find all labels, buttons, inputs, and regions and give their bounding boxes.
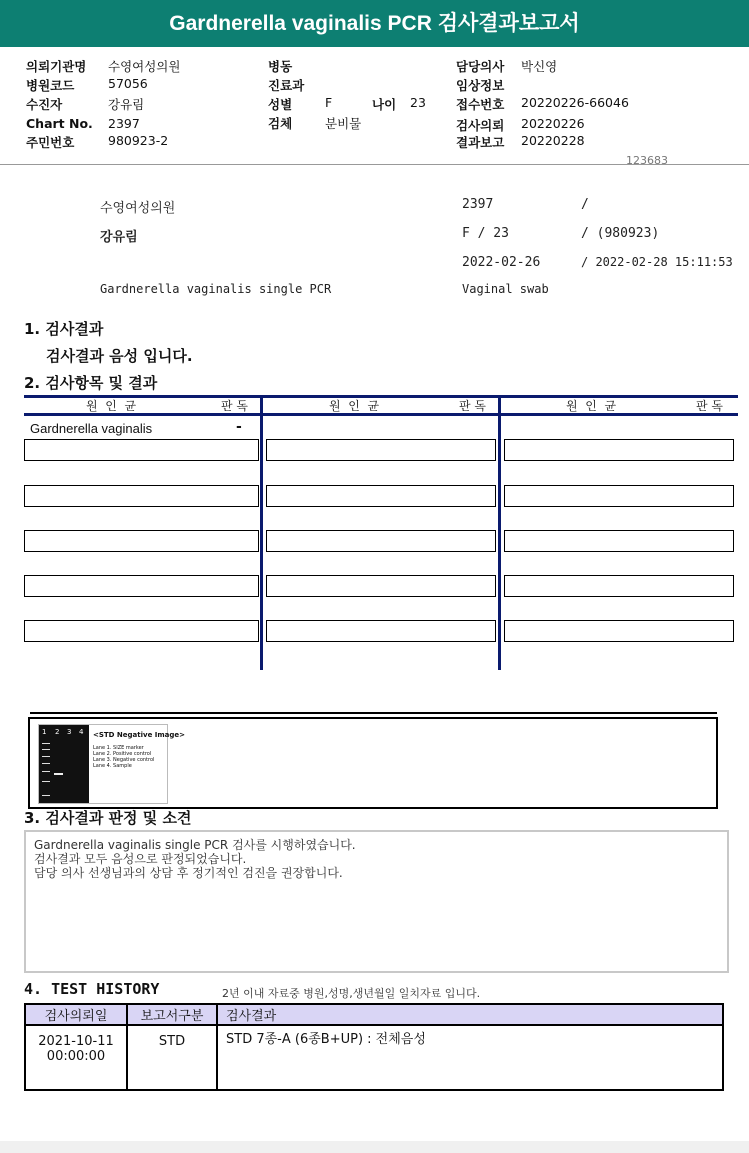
patient-slash: / <box>581 197 589 212</box>
history-type: STD <box>127 1025 217 1090</box>
header-hospital-code: 병원코드 <box>26 78 75 93</box>
col-header-reading-1: 판 독 <box>221 399 248 413</box>
section2-heading: 2. 검사항목 및 결과 <box>24 374 158 392</box>
header-request-date: 검사의뢰 <box>456 118 505 133</box>
table-divider-1 <box>260 395 263 670</box>
history-col-type: 보고서구분 <box>127 1004 217 1025</box>
patient-specimen: Vaginal swab <box>462 282 549 296</box>
result-box <box>24 620 259 642</box>
history-note: 2년 이내 자료중 병원,성명,생년월일 일치자료 입니다. <box>222 987 481 1000</box>
opinion-line: Gardnerella vaginalis single PCR 검사를 시행하였습니다. <box>34 838 356 852</box>
marker-band <box>42 763 50 764</box>
header-specimen: 검체 <box>268 116 293 131</box>
result-box <box>266 575 496 597</box>
result-box <box>504 439 734 461</box>
result-box <box>504 575 734 597</box>
result-box <box>266 439 496 461</box>
gel-lanes <box>39 725 89 803</box>
patient-test-name: Gardnerella vaginalis single PCR <box>100 282 332 296</box>
pathogen-item: Gardnerella vaginalis <box>30 421 153 436</box>
report-title: Gardnerella vaginalis PCR 검사결과보고서 <box>0 0 749 47</box>
section1-heading: 1. 검사결과 <box>24 320 104 338</box>
patient-request-date: 2022-02-26 <box>462 255 541 270</box>
lane-number: 2 <box>55 728 60 736</box>
result-box <box>504 485 734 507</box>
gel-image <box>38 724 186 804</box>
patient-chart: 2397 <box>462 197 494 212</box>
header-receipt-no: 접수번호 <box>456 97 505 112</box>
result-box <box>24 575 259 597</box>
patient-clinic: 수영여성의원 <box>100 201 176 216</box>
col-header-pathogen-1: 원 인 균 <box>86 399 137 413</box>
result-box <box>24 439 259 461</box>
marker-band <box>42 749 50 750</box>
opinion-box <box>24 830 729 973</box>
history-header-row <box>25 1004 723 1025</box>
history-table <box>24 1003 724 1091</box>
header-resident-no-value: 980923-2 <box>108 133 169 148</box>
header-doctor: 담당의사 <box>456 59 505 74</box>
marker-band <box>42 743 50 744</box>
gel-top-rule <box>30 712 717 714</box>
header-report-date-value: 20220228 <box>521 133 585 148</box>
header-patient-value: 강유림 <box>108 97 145 112</box>
section1-result: 검사결과 음성 입니다. <box>46 347 193 365</box>
header-clinic-value: 수영여성의원 <box>108 59 181 74</box>
table-divider-2 <box>498 395 501 670</box>
history-date: 2021-10-11 <box>38 1034 114 1049</box>
col-header-pathogen-3: 원 인 균 <box>566 399 617 413</box>
result-box <box>504 530 734 552</box>
opinion-line: 담당 의사 선생님과의 상담 후 정기적인 검진을 권장합니다. <box>34 866 343 880</box>
header-chart-no: Chart No. <box>26 116 93 131</box>
lane-number: 1 <box>42 728 47 736</box>
marker-band <box>42 756 50 757</box>
header-ward: 병동 <box>268 59 293 74</box>
marker-band <box>42 781 50 782</box>
patient-name: 강유림 <box>100 230 138 245</box>
partial-text: 123683 <box>626 154 668 167</box>
header-report-date: 결과보고 <box>456 135 505 150</box>
header-sex-value: F <box>325 95 333 110</box>
positive-band <box>54 773 63 775</box>
gel-legend-line: Lane 3. Negative control <box>93 757 155 763</box>
patient-report-datetime: / 2022-02-28 15:11:53 <box>581 255 733 269</box>
gel-legend-line: Lane 4. Sample <box>93 763 132 769</box>
patient-birth: / (980923) <box>581 226 660 241</box>
header-specimen-value: 분비물 <box>325 116 362 131</box>
patient-sex-age: F / 23 <box>462 226 509 241</box>
history-row <box>25 1025 723 1090</box>
history-col-date: 검사의뢰일 <box>25 1004 127 1025</box>
section4-heading: 4. TEST HISTORY <box>24 980 160 998</box>
header-age-value: 23 <box>410 95 426 110</box>
result-box <box>266 530 496 552</box>
gel-title: <STD Negative Image> <box>93 731 186 739</box>
col-header-reading-2: 판 독 <box>459 399 486 413</box>
header-age: 나이 <box>372 97 397 112</box>
result-box <box>24 485 259 507</box>
opinion-line: 검사결과 모두 음성으로 판정되었습니다. <box>34 852 247 866</box>
lane-number: 4 <box>79 728 84 736</box>
header-patient: 수진자 <box>26 97 63 112</box>
marker-band <box>42 771 50 772</box>
gel-legend-line: Lane 1. SIZE marker <box>93 745 144 751</box>
header-hospital-code-value: 57056 <box>108 76 148 91</box>
section3-heading: 3. 검사결과 판정 및 소견 <box>24 809 192 827</box>
header-doctor-value: 박신영 <box>521 59 558 74</box>
pathogen-result: - <box>236 419 242 435</box>
lane-number: 3 <box>67 728 72 736</box>
result-box <box>266 620 496 642</box>
footer-band <box>0 1141 749 1153</box>
header-receipt-no-value: 20220226-66046 <box>521 95 629 110</box>
header-clinic: 의뢰기관명 <box>26 59 87 74</box>
history-result: STD 7종-A (6종B+UP) : 전체음성 <box>217 1025 723 1090</box>
history-time: 00:00:00 <box>46 1049 106 1064</box>
result-box <box>266 485 496 507</box>
header-clinical-info: 임상정보 <box>456 78 505 93</box>
header-request-date-value: 20220226 <box>521 116 585 131</box>
col-header-pathogen-2: 원 인 균 <box>329 399 380 413</box>
marker-band <box>42 795 50 796</box>
result-box <box>24 530 259 552</box>
header-department: 진료과 <box>268 78 305 93</box>
gel-legend-line: Lane 2. Positive control <box>93 751 152 757</box>
header-chart-no-value: 2397 <box>108 116 140 131</box>
result-box <box>504 620 734 642</box>
history-col-result: 검사결과 <box>217 1004 723 1025</box>
header-sex: 성별 <box>268 97 293 112</box>
history-date-cell <box>25 1025 127 1090</box>
header-resident-no: 주민번호 <box>26 135 75 150</box>
col-header-reading-3: 판 독 <box>696 399 723 413</box>
